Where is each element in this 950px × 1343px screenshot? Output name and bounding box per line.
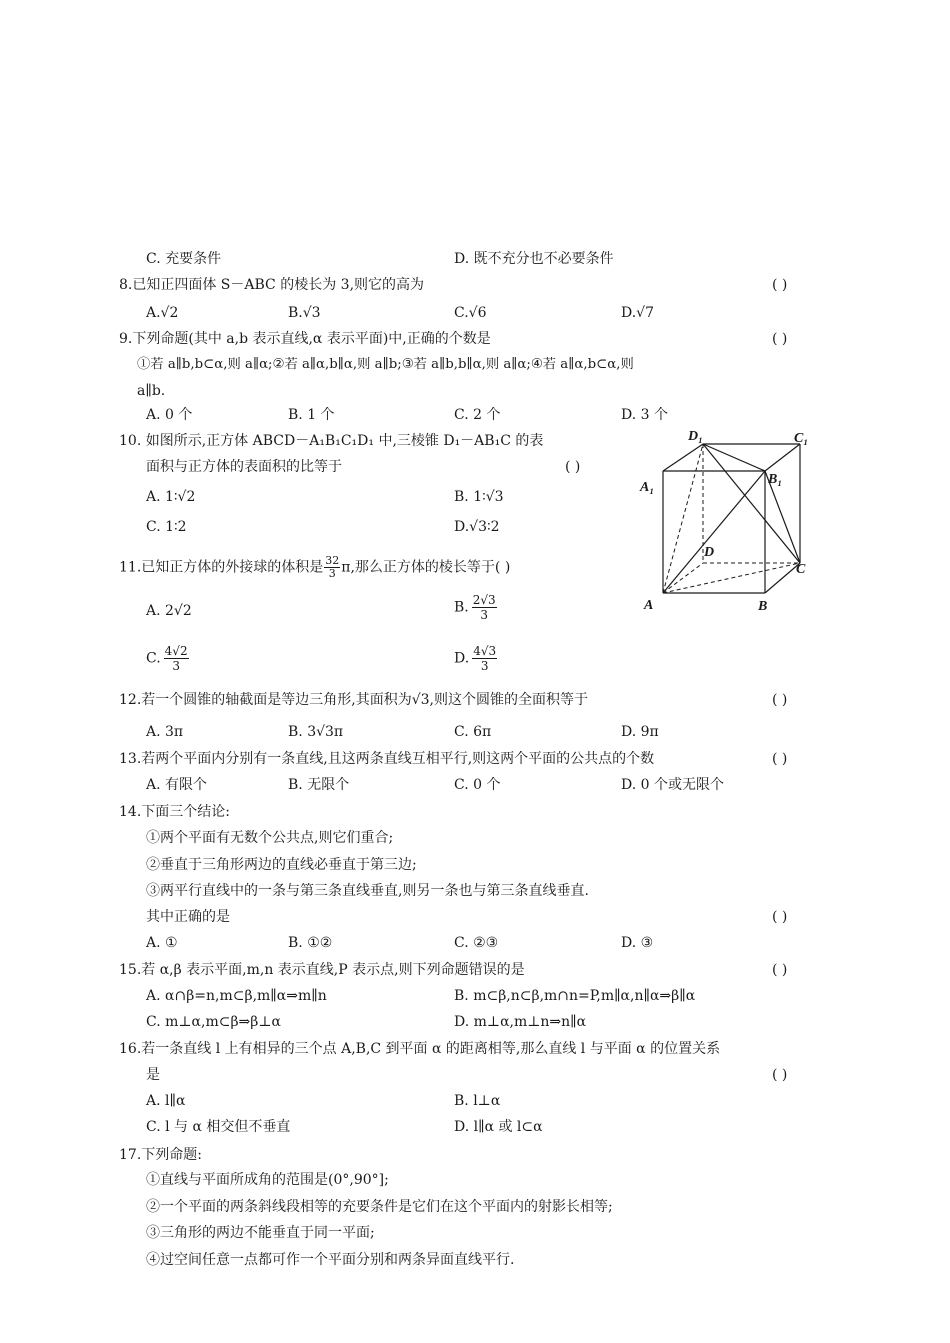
q11-option-b-denominator: 3 — [480, 608, 489, 622]
q15-option-d: D. m⊥α,m⊥n⇒n∥α — [454, 1014, 587, 1030]
q11-fraction-denominator: 3 — [328, 567, 336, 580]
q14-option-d: D. ③ — [621, 935, 654, 951]
q11-option-b-fraction — [472, 593, 497, 622]
q14-stem: 14.下面三个结论: — [119, 804, 230, 820]
q9-statements-end: a∥b. — [137, 383, 166, 399]
q15-option-a: A. α∩β=n,m⊂β,m∥α⇒m∥n — [146, 988, 327, 1004]
q17-item-4: ④过空间任意一点都可作一个平面分别和两条异面直线平行. — [146, 1252, 515, 1268]
vertex-label-a1: A₁ — [640, 480, 655, 495]
q16-answer-paren: ( ) — [772, 1067, 788, 1083]
q14-item-2: ②垂直于三角形两边的直线必垂直于第三边; — [146, 857, 417, 873]
q10-option-a: A. 1∶√2 — [146, 489, 196, 505]
q7-option-c: C. 充要条件 — [146, 251, 222, 267]
q12-option-d: D. 9π — [621, 724, 659, 740]
q17-stem: 17.下列命题: — [119, 1147, 202, 1163]
q16-stem-2: 是 — [146, 1067, 160, 1083]
vertex-label-b: B — [758, 599, 768, 614]
q13-answer-paren: ( ) — [772, 751, 788, 767]
q15-answer-paren: ( ) — [772, 962, 788, 978]
q16-option-c: C. l 与 α 相交但不垂直 — [146, 1119, 291, 1135]
q9-answer-paren: ( ) — [772, 331, 788, 347]
q11-option-d — [454, 644, 497, 673]
q8-option-b: B.√3 — [288, 305, 321, 321]
q11-stem-tail: π,那么正方体的棱长等于( ) — [341, 559, 511, 576]
q9-option-a: A. 0 个 — [146, 407, 193, 423]
q9-option-d: D. 3 个 — [621, 407, 668, 423]
q15-stem: 15.若 α,β 表示平面,m,n 表示直线,P 表示点,则下列命题错误的是 — [119, 962, 525, 978]
q13-option-c: C. 0 个 — [454, 777, 501, 793]
q16-option-a: A. l∥α — [146, 1093, 186, 1109]
q9-option-c: C. 2 个 — [454, 407, 501, 423]
q8-option-d: D.√7 — [621, 305, 655, 321]
q11-option-d-letter: D. — [454, 650, 470, 667]
q13-option-b: B. 无限个 — [288, 777, 350, 793]
q14-option-c: C. ②③ — [454, 935, 499, 951]
q11-option-b-numerator: 2√3 — [472, 593, 496, 607]
q11-option-d-fraction — [472, 644, 497, 673]
q10-stem: 10. 如图所示,正方体 ABCD－A₁B₁C₁D₁ 中,三棱锥 D₁－AB₁C 的表 — [119, 433, 544, 449]
q14-answer-paren: ( ) — [772, 909, 788, 925]
vertex-label-d: D — [704, 545, 715, 560]
q12-answer-paren: ( ) — [772, 692, 788, 708]
q14-option-a: A. ① — [146, 935, 178, 951]
q11-stem-text: 11.已知正方体的外接球的体积是 — [119, 559, 324, 576]
q11-stem — [119, 555, 510, 580]
q16-option-b: B. l⊥α — [454, 1093, 501, 1109]
q10-answer-paren: ( ) — [565, 459, 581, 475]
q10-option-c: C. 1∶2 — [146, 519, 187, 535]
q15-option-c: C. m⊥α,m⊂β⇒β⊥α — [146, 1014, 282, 1030]
q8-option-a: A.√2 — [146, 305, 179, 321]
q10-option-d: D.√3∶2 — [454, 519, 500, 535]
q9-stem: 9.下列命题(其中 a,b 表示直线,α 表示平面)中,正确的个数是 — [119, 331, 491, 347]
q11-option-b — [454, 593, 497, 622]
q10-option-b: B. 1∶√3 — [454, 489, 504, 505]
q11-option-c — [146, 644, 189, 673]
q17-item-3: ③三角形的两边不能垂直于同一平面; — [146, 1225, 375, 1241]
vertex-label-c1: C₁ — [794, 431, 809, 446]
q13-option-a: A. 有限个 — [146, 777, 208, 793]
q9-option-b: B. 1 个 — [288, 407, 335, 423]
q16-stem: 16.若一条直线 l 上有相异的三个点 A,B,C 到平面 α 的距离相等,那么直线 l 与平面 α 的位置关系 — [119, 1041, 721, 1057]
q11-option-d-denominator: 3 — [480, 659, 489, 673]
vertex-label-c: C — [796, 562, 806, 577]
q12-option-c: C. 6π — [454, 724, 492, 740]
q11-option-a: A. 2√2 — [146, 603, 192, 619]
q9-statements: ①若 a∥b,b⊂α,则 a∥α;②若 a∥α,b∥α,则 a∥b;③若 a∥b,b∥α,则 a∥α;④若 a∥α,b⊂α,则 — [137, 357, 634, 372]
q11-option-d-numerator: 4√3 — [473, 644, 497, 658]
q17-item-1: ①直线与平面所成角的范围是(0°,90°]; — [146, 1172, 389, 1188]
q7-option-d: D. 既不充分也不必要条件 — [454, 251, 614, 267]
q11-option-c-letter: C. — [146, 650, 161, 667]
q11-fraction — [324, 555, 340, 580]
q11-option-c-numerator: 4√2 — [164, 644, 188, 658]
q15-option-b: B. m⊂β,n⊂β,m∩n=P,m∥α,n∥α⇒β∥α — [454, 988, 696, 1004]
q10-stem-2: 面积与正方体的表面积的比等于 — [146, 459, 342, 475]
vertex-label-b1: B₁ — [768, 472, 783, 487]
q17-item-2: ②一个平面的两条斜线段相等的充要条件是它们在这个平面内的射影长相等; — [146, 1199, 613, 1215]
vertex-label-d1: D₁ — [688, 429, 703, 444]
q14-item-3: ③两平行直线中的一条与第三条直线垂直,则另一条也与第三条直线垂直. — [146, 883, 589, 899]
q11-fraction-numerator: 32 — [325, 554, 340, 567]
q13-option-d: D. 0 个或无限个 — [621, 777, 724, 793]
q14-option-b: B. ①② — [288, 935, 333, 951]
q14-question: 其中正确的是 — [146, 909, 230, 925]
q13-stem: 13.若两个平面内分别有一条直线,且这两条直线互相平行,则这两个平面的公共点的个数 — [119, 751, 655, 767]
cube-figure — [630, 425, 830, 620]
q11-option-c-denominator: 3 — [172, 659, 180, 673]
q11-option-c-fraction — [164, 644, 189, 673]
vertex-label-a: A — [644, 598, 654, 613]
q8-option-c: C.√6 — [454, 305, 487, 321]
q14-item-1: ①两个平面有无数个公共点,则它们重合; — [146, 830, 394, 846]
q8-answer-paren: ( ) — [772, 277, 788, 293]
q12-option-a: A. 3π — [146, 724, 184, 740]
q11-option-b-letter: B. — [454, 599, 469, 616]
q12-stem: 12.若一个圆锥的轴截面是等边三角形,其面积为√3,则这个圆锥的全面积等于 — [119, 692, 588, 708]
q8-stem: 8.已知正四面体 S－ABC 的棱长为 3,则它的高为 — [119, 277, 425, 293]
q16-option-d: D. l∥α 或 l⊂α — [454, 1119, 543, 1135]
q12-option-b: B. 3√3π — [288, 724, 344, 740]
